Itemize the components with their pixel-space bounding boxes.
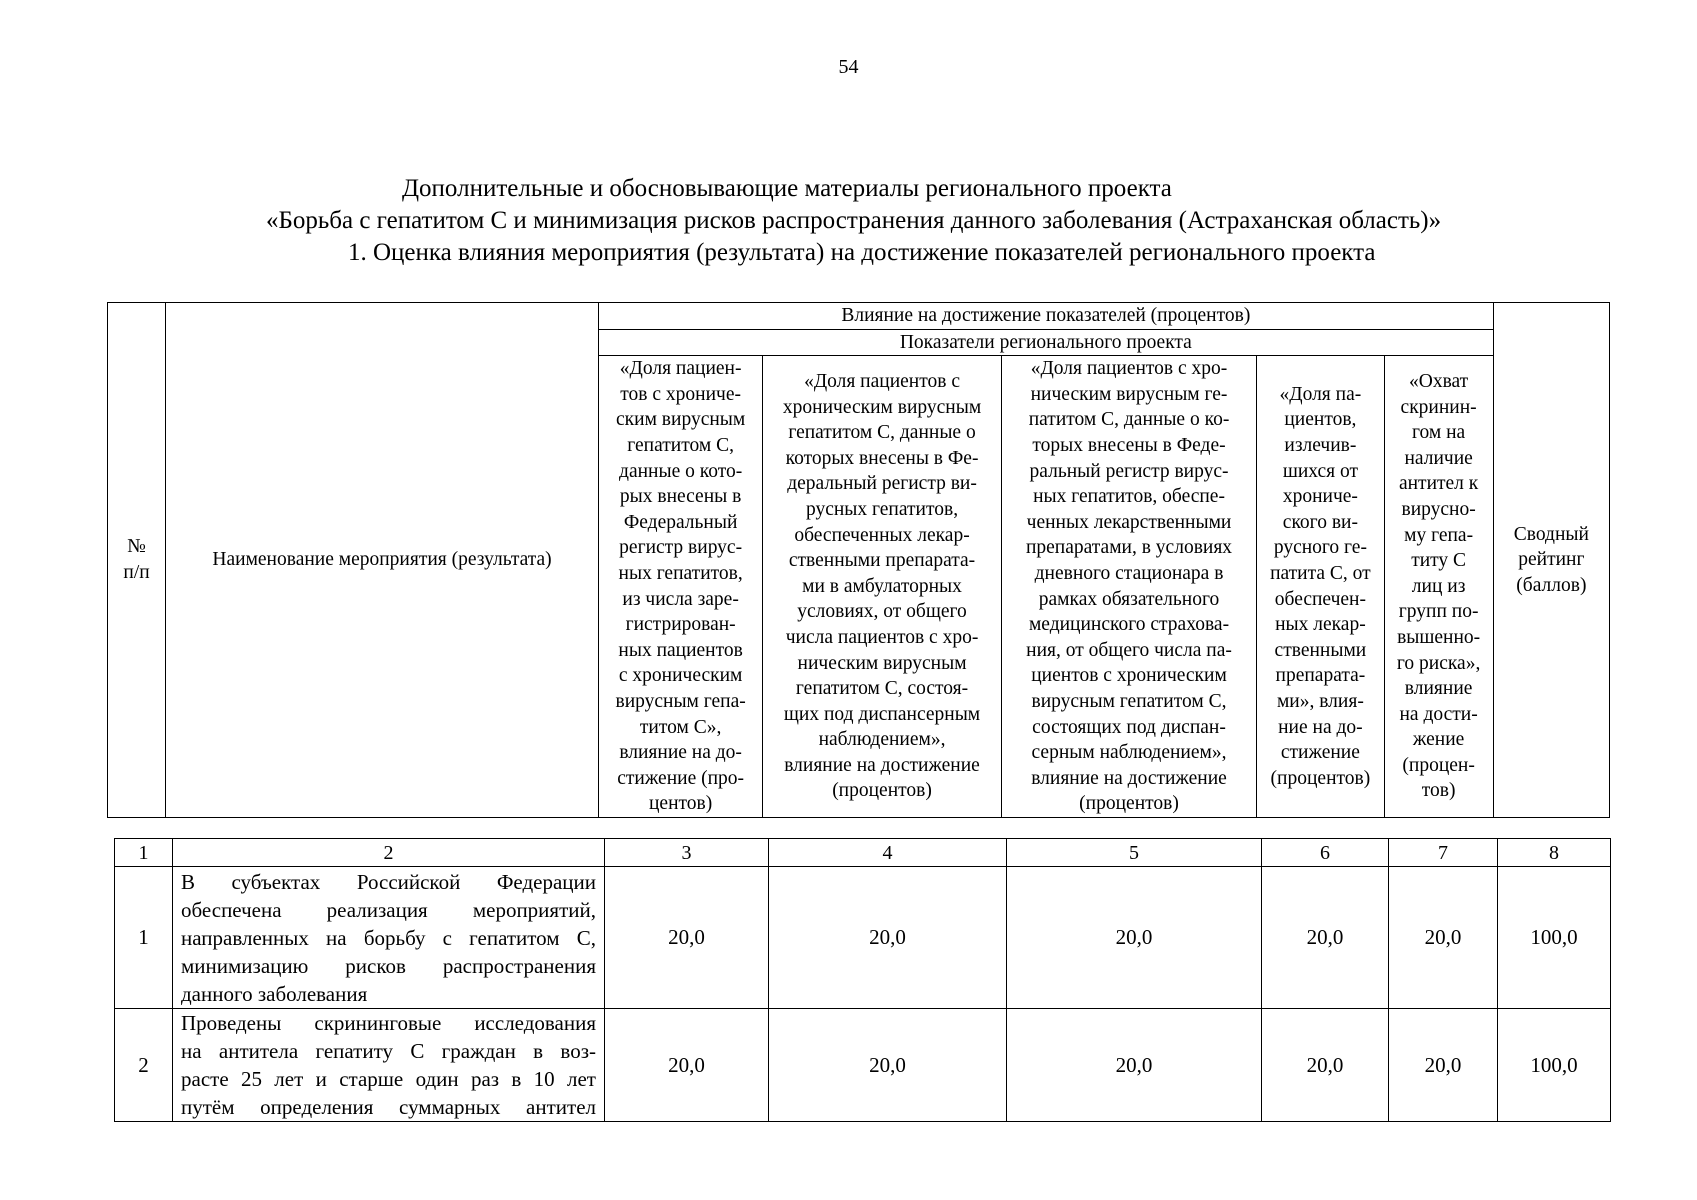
header-rating-column — [1493, 303, 1609, 818]
row-description-line: направленных на борьбу с гепатитом С, — [181, 925, 596, 950]
header-number-label: № п/п — [123, 536, 150, 583]
row-value-col3: 20,0 — [605, 867, 769, 1009]
row-description-line: Проведены скрининговые исследования — [181, 1011, 596, 1035]
document-title-line-3: 1. Оценка влияния мероприятия (результата) на достижение показателей регионального проекта — [348, 239, 1376, 266]
column-number: 5 — [1007, 839, 1262, 867]
header-indicator-2: «Доля пациентов с хроническим вирусным гепатитом С, данные о которых внесены в Фе- деральный регистр ви- русных гепатитов, обеспеченных лекар- ственными препарата- ми в амбулаторных условиях, от общего числа пациентов с хро- ническим вирусным гепатитом С, состоя- щих под диспансерным наблюдением», влияние на достижение (процентов) — [763, 356, 1001, 818]
row-description-line: расте 25 лет и старше один раз в 10 лет — [181, 1067, 596, 1091]
table-row — [115, 867, 1611, 1009]
column-number: 1 — [115, 839, 173, 867]
row-value-col3: 20,0 — [605, 1009, 769, 1122]
row-value-col5: 20,0 — [1007, 1009, 1262, 1122]
column-number: 2 — [173, 839, 605, 867]
header-indicator-3: «Доля пациентов с хро- ническим вирусным ге- патитом С, данные о ко- торых внесены в Феде- ральный регистр вирус- ных гепатитов, обеспе- ченных лекарственными препаратами, в условиях дневного стационара в рамках обязательного медицинского страхова- ния, от общего числа па- циентов с хроническим вирусным гепатитом С, состоящих под диспан- серным наблюдением», влияние на достижение (процентов) — [1001, 356, 1257, 818]
indicator-header-table — [107, 302, 1610, 818]
header-indicators: Показатели регионального проекта — [598, 329, 1493, 356]
header-influence: Влияние на достижение показателей (процентов) — [598, 303, 1493, 330]
row-total: 100,0 — [1498, 1009, 1611, 1122]
header-name-label: Наименование мероприятия (результата) — [212, 549, 552, 571]
row-description-line: на антитела гепатиту С граждан в воз- — [181, 1039, 596, 1063]
column-number: 7 — [1389, 839, 1498, 867]
table-row — [115, 1009, 1611, 1122]
column-number-row — [115, 839, 1611, 867]
column-number: 4 — [769, 839, 1007, 867]
header-rating-label: Сводный рейтинг (баллов) — [1513, 523, 1589, 596]
page-number: 54 — [838, 56, 859, 78]
results-table — [114, 838, 1611, 1122]
row-description-line: минимизацию рисков распространения — [181, 953, 596, 978]
row-description — [173, 1009, 605, 1122]
header-number-column — [108, 303, 166, 818]
row-description-line: В субъектах Российской Федерации — [181, 869, 596, 894]
header-name-column — [166, 303, 599, 818]
column-number: 3 — [605, 839, 769, 867]
row-description-line: путём определения суммарных антител — [181, 1095, 596, 1119]
row-total: 100,0 — [1498, 867, 1611, 1009]
document-title-line-1: Дополнительные и обосновывающие материалы регионального проекта — [402, 175, 1172, 202]
header-indicator-1: «Доля пациен- тов с хрониче- ским вирусным гепатитом С, данные о кото- рых внесены в Федеральный регистр вирус- ных гепатитов, из числа заре- гистрирован- ных пациентов с хроническим вирусным гепа- титом С», влияние на до- стижение (про- центов) — [598, 356, 762, 818]
row-value-col7: 20,0 — [1389, 1009, 1498, 1122]
row-description-line: данного заболевания — [181, 981, 368, 1006]
row-value-col5: 20,0 — [1007, 867, 1262, 1009]
column-number: 6 — [1262, 839, 1389, 867]
row-value-col6: 20,0 — [1262, 867, 1389, 1009]
row-value-col7: 20,0 — [1389, 867, 1498, 1009]
header-indicator-5: «Охват скринин- гом на наличие антител к вирусно- му гепа- титу С лиц из групп по- вышенно- го риска», влияние на дости- жение (процен- тов) — [1384, 356, 1493, 818]
row-description — [173, 867, 605, 1009]
row-value-col4: 20,0 — [769, 1009, 1007, 1122]
row-description-line: обеспечена реализация мероприятий, — [181, 897, 596, 922]
document-title-line-2: «Борьба с гепатитом С и минимизация рисков распространения данного заболевания (Астраханская область)» — [266, 207, 1442, 234]
header-indicator-4: «Доля па- циентов, излечив- шихся от хрониче- ского ви- русного ге- патита С, от обеспечен- ных лекар- ственными препарата- ми», влия- ние на до- стижение (процентов) — [1257, 356, 1384, 818]
row-value-col6: 20,0 — [1262, 1009, 1389, 1122]
row-number: 2 — [115, 1009, 173, 1122]
row-number: 1 — [115, 867, 173, 1009]
row-value-col4: 20,0 — [769, 867, 1007, 1009]
column-number: 8 — [1498, 839, 1611, 867]
